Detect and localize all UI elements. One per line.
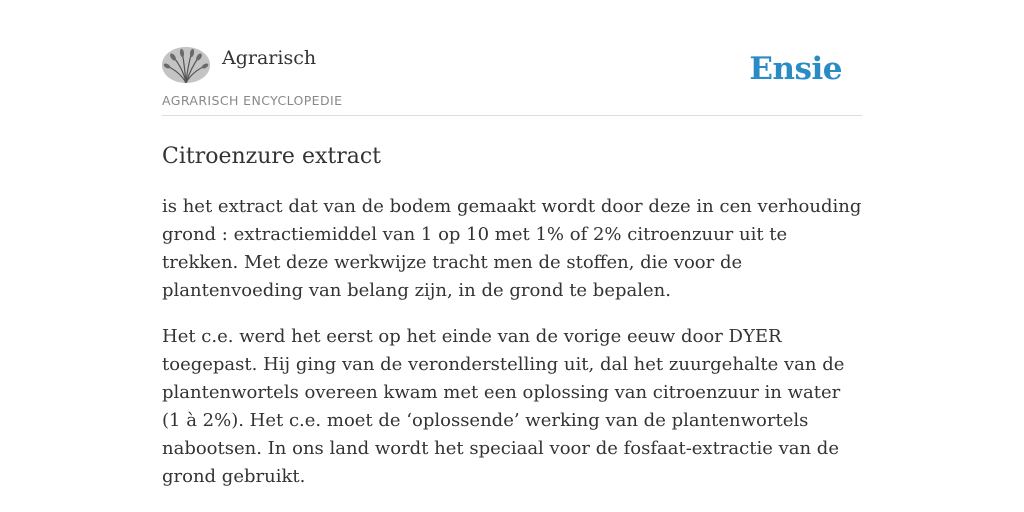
source-name[interactable]: Agrarisch [222, 47, 317, 69]
ensie-logo[interactable]: Ensie [749, 51, 842, 87]
page-header [162, 0, 862, 116]
article-paragraph: Het c.e. werd het eerst op het einde van de vorige eeuw door DYER toegepast. Hij ging van de veronderstelling uit, dal het zuurgehalte van de plantenwortels overeen kwam met een oplossing van citroenzuur in water (1 à 2%). Het c.e. moet de ‘oplossende’ werking van de plantenwortels nabootsen. In ons land wordt het speciaal voor de fosfaat-extractie van de grond gebruikt. [162, 326, 845, 487]
wheat-illustration-icon[interactable] [162, 47, 210, 83]
article-body [162, 193, 862, 491]
source-tagline: AGRARISCH ENCYCLOPEDIE [162, 93, 343, 108]
article-paragraph: is het extract dat van de bodem gemaakt wordt door deze in cen verhouding grond : extractiemiddel van 1 op 10 met 1% of 2% citroenzuur uit te trekken. Met deze werkwijze tracht men de stoffen, die voor de plantenvoeding van belang zijn, in de grond te bepalen. [162, 196, 862, 301]
page-container [162, 0, 862, 509]
article-title: Citroenzure extract [162, 144, 382, 169]
